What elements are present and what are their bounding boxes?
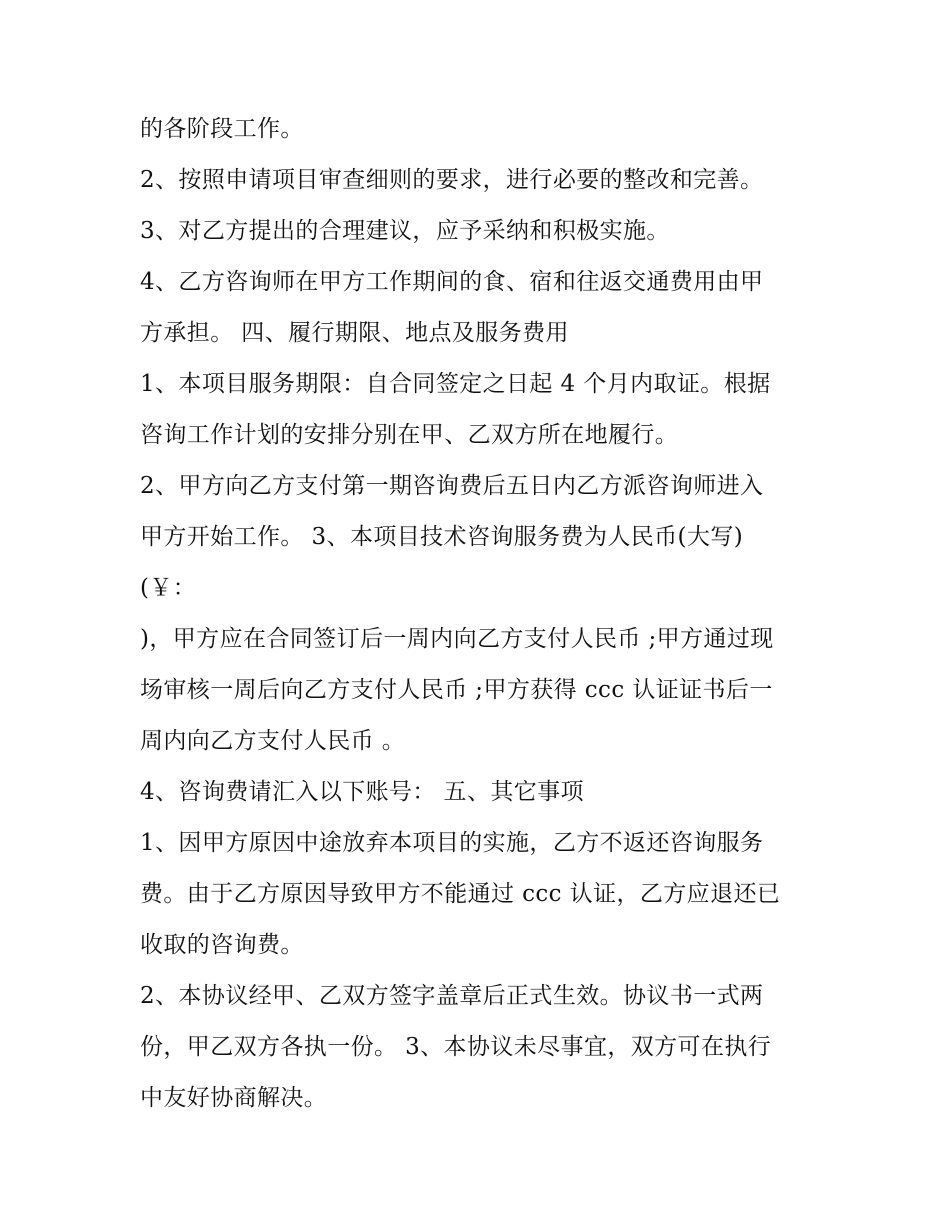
- text-line: 4、乙方咨询师在甲方工作期间的食、宿和往返交通费用由甲: [140, 269, 764, 295]
- text-line: 4、咨询费请汇入以下账号： 五、其它事项: [140, 779, 584, 805]
- text-line: 份，甲乙双方各执一份。 3、本协议未尽事宜，双方可在执行: [140, 1034, 772, 1060]
- text-line: (￥：: [140, 575, 197, 601]
- text-line: 2、按照申请项目审查细则的要求，进行必要的整改和完善。: [140, 167, 764, 193]
- text-line: 场审核一周后向乙方支付人民币 ;甲方获得 ccc 认证证书后一: [140, 677, 773, 703]
- text-line: 的各阶段工作。: [140, 116, 304, 142]
- text-line: 2、甲方向乙方支付第一期咨询费后五日内乙方派咨询师进入: [140, 473, 764, 499]
- text-line: 费。由于乙方原因导致甲方不能通过 ccc 认证，乙方应退还已: [140, 881, 781, 907]
- text-line: 中友好协商解决。: [140, 1085, 328, 1111]
- text-line: 周内向乙方支付人民币 。: [140, 728, 406, 754]
- text-line: 方承担。 四、履行期限、地点及服务费用: [140, 320, 569, 346]
- document-body: [140, 106, 830, 1126]
- text-line: 收取的咨询费。: [140, 932, 304, 958]
- text-line: 3、对乙方提出的合理建议，应予采纳和积极实施。: [140, 218, 670, 244]
- text-line: 甲方开始工作。 3、本项目技术咨询服务费为人民币(大写): [140, 524, 744, 550]
- text-line: 2、本协议经甲、乙双方签字盖章后正式生效。协议书一式两: [140, 983, 764, 1009]
- text-line: 咨询工作计划的安排分别在甲、乙双方所在地履行。: [140, 422, 679, 448]
- text-line: )，甲方应在合同签订后一周内向乙方支付人民币 ;甲方通过现: [140, 626, 774, 652]
- text-line: 1、本项目服务期限：自合同签定之日起 4 个月内取证。根据: [140, 371, 771, 397]
- text-line: 1、因甲方原因中途放弃本项目的实施，乙方不返还咨询服务: [140, 830, 764, 856]
